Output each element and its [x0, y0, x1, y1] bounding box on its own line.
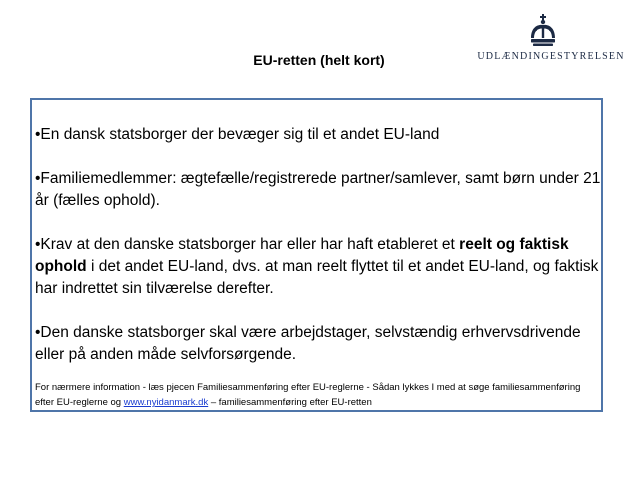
- royal-crown-icon: [527, 14, 559, 48]
- bullet-text-before: •Krav at den danske statsborger har eller har haft etableret et: [35, 236, 460, 253]
- nyidanmark-link[interactable]: www.nyidanmark.dk: [123, 397, 209, 408]
- bullet-family-members: •Familiemedlemmer: ægtefælle/registrerede partner/samlever, samt børn under 21 år (fælles ophold).: [35, 170, 601, 209]
- logo-text: UDLÆNDINGESTYRELSEN: [477, 51, 625, 62]
- footnote-text-after: – familiesammenføring efter EU-retten: [208, 397, 372, 408]
- bullet-self-sufficient: •Den danske statsborger skal være arbejdstager, selvstændig erhvervsdrivende eller på anden måde selvforsørgende.: [35, 324, 581, 363]
- footnote-text-before: For nærmere information - læs pjecen Familiesammenføring efter EU-reglerne - Sådan lykkes I med at søge familiesammenføring efter EU-reglerne og: [35, 382, 581, 408]
- footnote: [35, 380, 601, 410]
- content-box: [30, 98, 603, 412]
- bullet-bold-phrase: reelt og faktisk ophold: [35, 236, 569, 275]
- logo: [476, 14, 626, 64]
- bullet-residence-requirement: [35, 234, 601, 300]
- slide-title: EU-retten (helt kort): [253, 52, 385, 68]
- bullet-text-after: i det andet EU-land, dvs. at man reelt flyttet til et andet EU-land, og faktisk har indrettet sin tilværelse derefter.: [35, 258, 599, 297]
- bullet-eu-citizen: •En dansk statsborger der bevæger sig til et andet EU-land: [35, 126, 440, 143]
